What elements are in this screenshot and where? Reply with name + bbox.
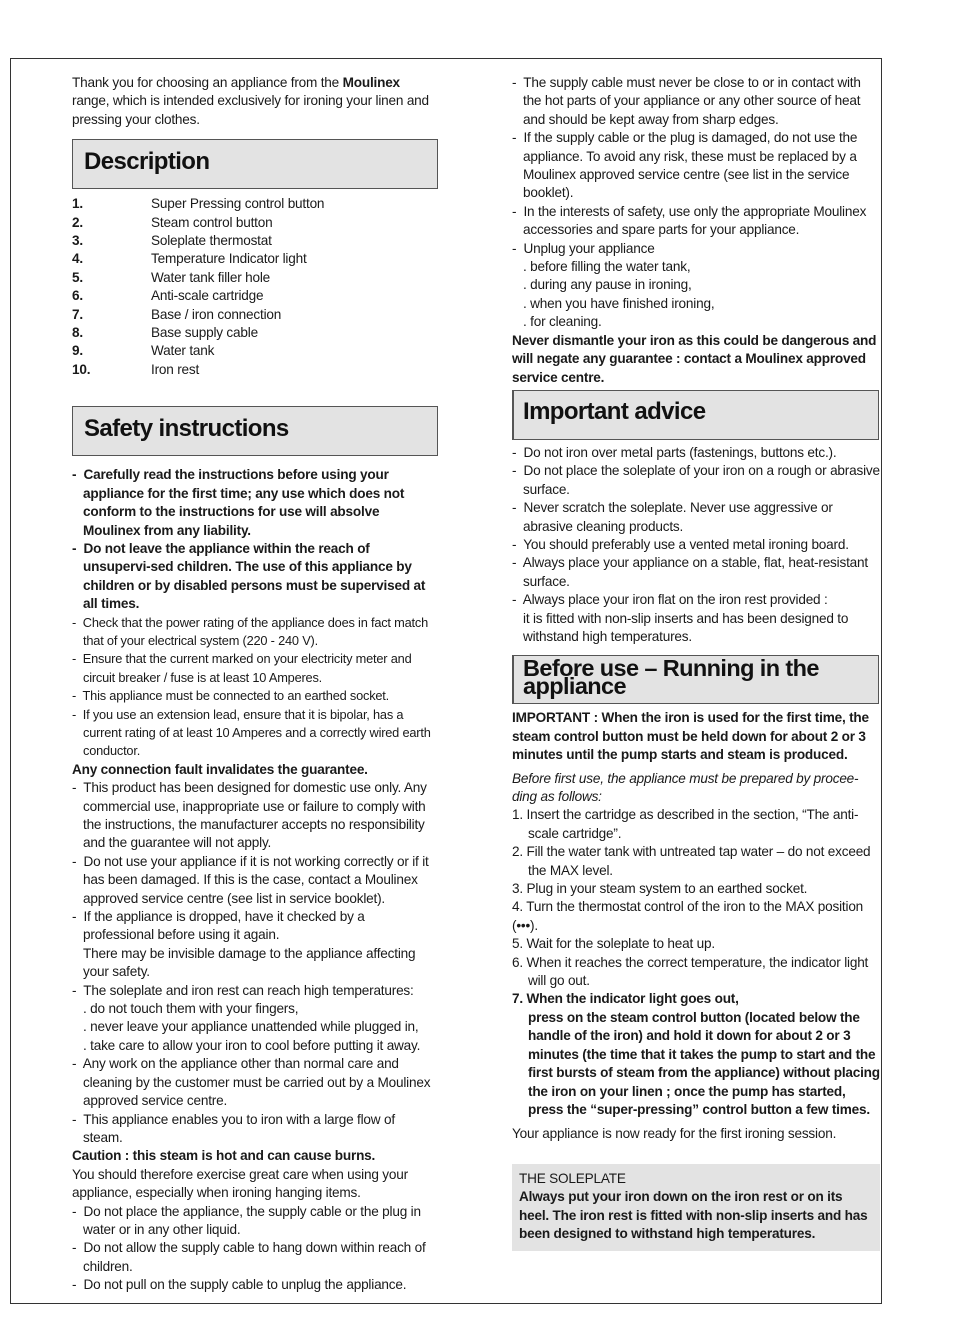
description-item [72, 342, 438, 360]
important-note: IMPORTANT : When the iron is used for the first time, the steam control button must be held down for about 2 or 3 minutes until the pump starts and steam is produced. [512, 710, 869, 763]
safety-item: - Do not pull on the supply cable to unplug the appliance. [72, 1277, 407, 1293]
step-item: 7. When the indicator light goes out, [512, 991, 739, 1007]
description-item [72, 306, 438, 324]
advice-item: - Always place your appliance on a stable, flat, heat-resistant surface. [512, 555, 868, 589]
description-item-number: 4. [72, 251, 83, 267]
description-item-number: 10. [72, 361, 91, 377]
connection-fault-note: Any connection fault invalidates the guarantee. [72, 761, 368, 777]
left-column [72, 74, 438, 1295]
advice-list [512, 444, 880, 646]
advice-item: - Do not iron over metal parts (fastenings, buttons etc.). [512, 444, 837, 460]
description-item-label: Base / iron connection [151, 306, 282, 322]
description-item [72, 269, 438, 287]
description-item [72, 250, 438, 268]
unplug-subitem: . when you have finished ironing, [523, 295, 715, 311]
description-item-number: 3. [72, 233, 83, 249]
description-list [72, 195, 438, 379]
description-item-label: Soleplate thermostat [151, 233, 272, 249]
safety-item: - Do not use your appliance if it is not working correctly or if it has been damaged. If this is the case, contact a Moulinex approved service centre (see list in service booklet). [72, 853, 429, 906]
safety-item: - Do not allow the supply cable to hang down within reach of children. [72, 1240, 426, 1274]
safety-item: - Do not place the appliance, the supply cable or the plug in water or in any other liquid. [72, 1203, 421, 1237]
description-item-label: Super Pressing control button [151, 196, 325, 212]
description-item [72, 324, 438, 342]
safety-item: - The supply cable must never be close to or in contact with the hot parts of your appliance or any other source of heat and should be kept away from sharp edges. [512, 75, 861, 127]
unplug-subitem: . before filling the water tank, [523, 259, 691, 275]
safety-item: - If the appliance is dropped, have it checked by a professional before using it again. [72, 909, 365, 943]
step-item: 5. Wait for the soleplate to heat up. [512, 936, 715, 952]
safety-item-cont: There may be invisible damage to the appliance affecting your safety. [83, 945, 416, 980]
advice-item: - Never scratch the soleplate. Never use aggressive or abrasive cleaning products. [512, 500, 833, 534]
safety-item: - Do not leave the appliance within the reach of unsupervi-sed children. The use of this appliance by children or by disabled persons must be supervised at all times. [72, 540, 426, 612]
description-item-label: Base supply cable [151, 325, 258, 341]
safety-item: - Ensure that the current marked on your electricity meter and circuit breaker / fuse is at least 10 Amperes. [72, 651, 412, 685]
description-item [72, 214, 438, 232]
safety-item: - This product has been designed for domestic use only. Any commercial use, inappropriate use or failure to comply with the instructions, the manufacturer accepts no responsibility and the guarantee will not apply. [72, 780, 427, 851]
step-item: 1. Insert the cartridge as described in the section, “The anti-scale cartridge”. [512, 807, 859, 841]
safety-heading: Safety instructions [84, 415, 289, 443]
description-item-number: 2. [72, 214, 83, 230]
safety-item: - In the interests of safety, use only the appropriate Moulinex accessories and spare parts for your appliance. [512, 203, 867, 238]
safety-item: - If you use an extension lead, ensure that it is bipolar, has a current rating of at least 10 Amperes and a correctly wired earth conductor. [72, 706, 431, 759]
intro-text: Thank you for choosing an appliance from the Moulinex range, which is intended exclusively for ironing your linen and pressing your clothes. [72, 75, 429, 127]
safety-subitem: . take care to allow your iron to cool before putting it away. [83, 1037, 421, 1053]
never-dismantle-note: Never dismantle your iron as this could be dangerous and will negate any guarantee : contact a Moulinex approved service centre. [512, 332, 877, 385]
description-item-label: Water tank filler hole [151, 269, 270, 285]
unplug-subitem: . for cleaning. [523, 314, 602, 330]
right-column [512, 74, 880, 1251]
caution-text: You should therefore exercise great care when using your appliance, especially when ironing hanging items. [72, 1166, 408, 1201]
advice-item: - You should preferably use a vented metal ironing board. [512, 536, 849, 552]
caution-note: Caution : this steam is hot and can cause burns. [72, 1148, 376, 1164]
advice-heading-box [512, 390, 879, 440]
description-item-label: Temperature Indicator light [151, 251, 307, 267]
safety-item: - Carefully read the instructions before using your appliance for the first time; any use which does not conform to the instructions for use will absolve Moulinex from any liability. [72, 467, 405, 538]
description-item-number: 7. [72, 306, 83, 322]
unplug-subitem: . during any pause in ironing, [523, 277, 692, 293]
description-item-label: Anti-scale cartridge [151, 288, 264, 304]
soleplate-title: THE SOLEPLATE [519, 1170, 626, 1186]
step-item: 6. When it reaches the correct temperature, the indicator light will go out. [512, 954, 869, 989]
safety-item: - Check that the power rating of the appliance does in fact match that of your electrical system (220 - 240 V). [72, 614, 428, 648]
step-item: 3. Plug in your steam system to an earthed socket. [512, 881, 808, 897]
description-item-number: 1. [72, 196, 83, 212]
safety-subitem: . do not touch them with your fingers, [83, 1001, 299, 1017]
step-item-cont: press on the steam control button (located below the handle of the iron) and hold it down for about 2 or 3 minutes (the time that it takes the pump to start and the first bursts of steam from the appliance) without placing the iron on your linen ; once the pump has started, press the “super-pressing” control button a few times. [528, 1009, 880, 1117]
before-use-heading: Before use – Running in the appliance [523, 655, 819, 700]
soleplate-box [512, 1164, 880, 1252]
description-item-label: Water tank [151, 343, 215, 359]
safety-item: - Any work on the appliance other than normal care and cleaning by the customer must be carried out by a Moulinex approved service centre. [72, 1056, 431, 1109]
description-item [72, 195, 438, 213]
safety-item: - This appliance must be connected to an earthed socket. [72, 688, 390, 704]
soleplate-text: Always put your iron down on the iron rest or on its heel. The iron rest is fitted with non-slip inserts and has been designed to withstand high temperatures. [519, 1189, 868, 1241]
description-item [72, 361, 438, 379]
description-item-label: Steam control button [151, 214, 273, 230]
safety-list [72, 466, 438, 1294]
description-item [72, 232, 438, 250]
description-item-label: Iron rest [151, 361, 200, 377]
step-item: 2. Fill the water tank with untreated tap water – do not exceed the MAX level. [512, 844, 871, 878]
description-heading: Description [84, 148, 210, 176]
advice-heading: Important advice [523, 397, 706, 425]
safety-item: - The soleplate and iron rest can reach high temperatures: [72, 982, 414, 998]
step-item: 4. Turn the thermostat control of the iron to the MAX position (•••). [512, 899, 864, 933]
advice-item-cont: it is fitted with non-slip inserts and has been designed to withstand high temperatures. [523, 610, 849, 644]
description-item-number: 9. [72, 343, 83, 359]
ready-note: Your appliance is now ready for the first ironing session. [512, 1126, 837, 1142]
description-item-number: 5. [72, 269, 83, 285]
before-use-intro: Before first use, the appliance must be prepared by procee-ding as follows: [512, 770, 859, 804]
safety-item: - If the supply cable or the plug is damaged, do not use the appliance. To avoid any risk, these must be replaced by a Moulinex approved service centre (see list in the service booklet). [512, 130, 858, 201]
safety-heading-box [72, 406, 438, 456]
steps-list [512, 806, 880, 1119]
description-item-number: 8. [72, 325, 83, 341]
description-heading-box [72, 139, 438, 189]
advice-item: - Do not place the soleplate of your iron on a rough or abrasive surface. [512, 463, 880, 497]
brand-name: Moulinex [342, 75, 400, 90]
before-use-heading-box [512, 655, 879, 704]
description-item [72, 287, 438, 305]
safety-item: - Unplug your appliance [512, 240, 655, 256]
safety-item: - This appliance enables you to iron with a large flow of steam. [72, 1111, 395, 1145]
safety-subitem: . never leave your appliance unattended while plugged in, [83, 1019, 419, 1035]
advice-item: - Always place your iron flat on the iron rest provided : [512, 592, 828, 608]
description-item-number: 6. [72, 288, 83, 304]
